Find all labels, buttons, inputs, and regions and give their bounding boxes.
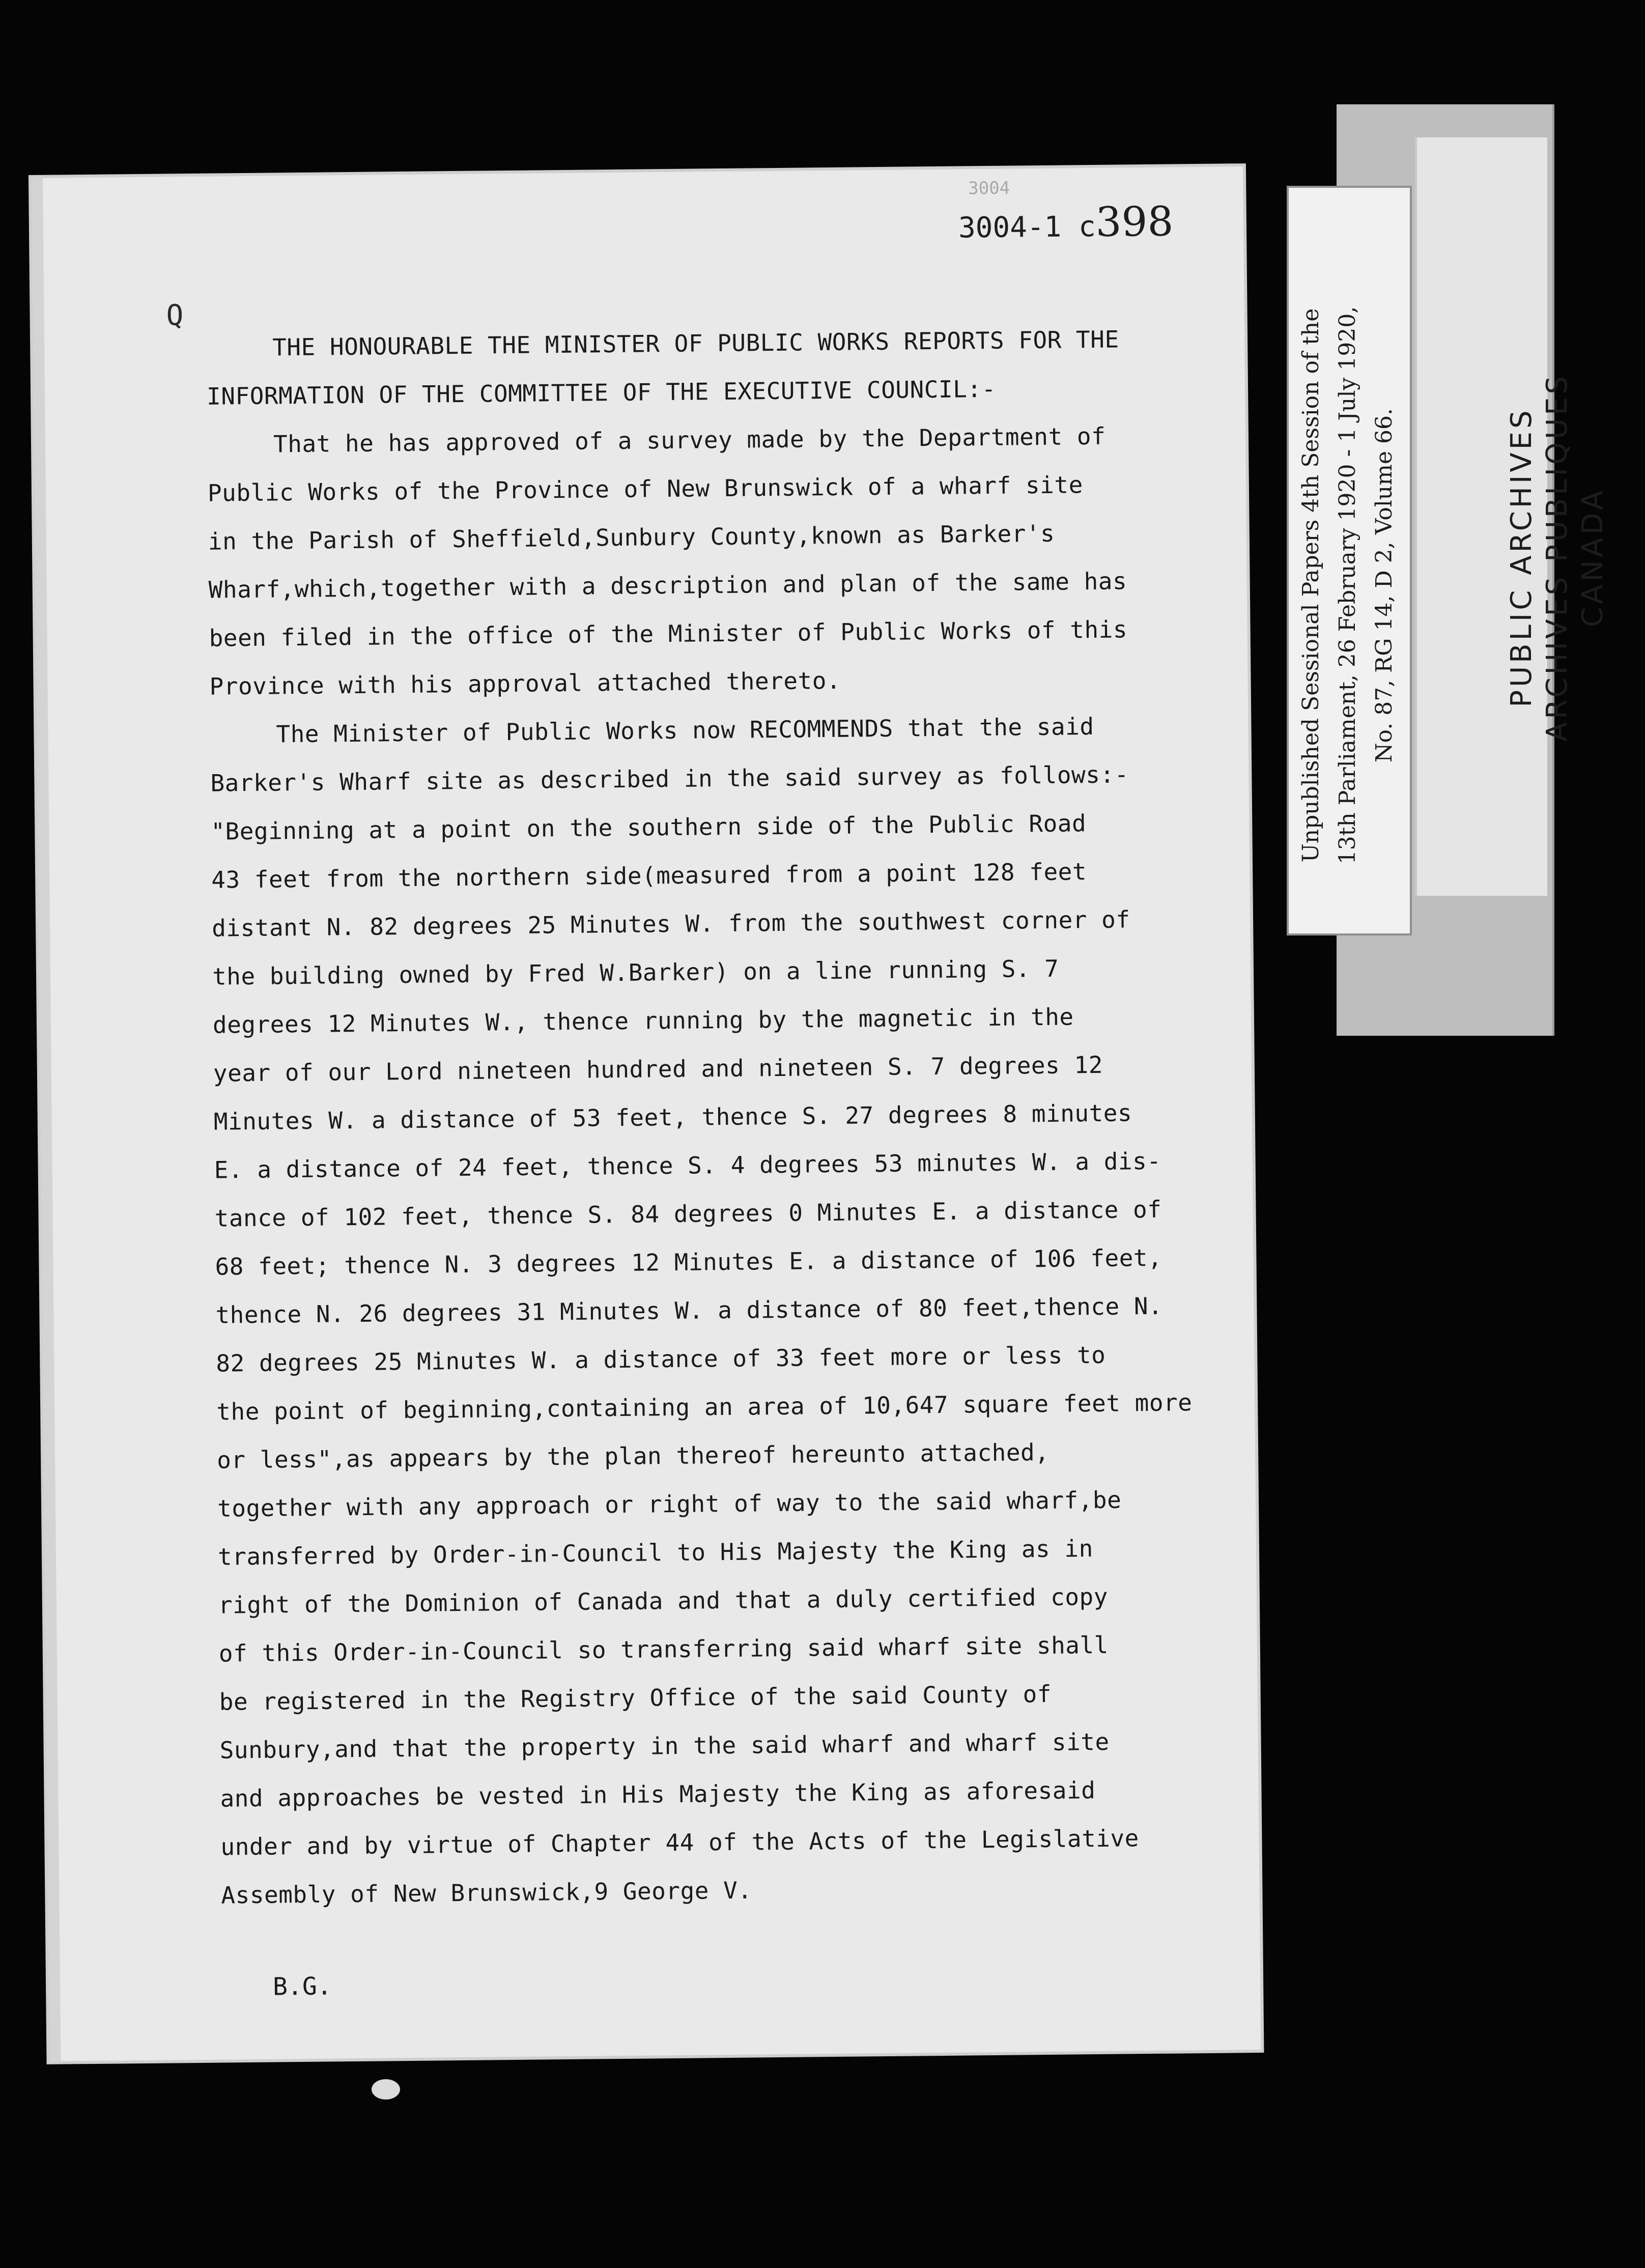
text-line: the point of beginning,containing an area of 10,647 square feet more <box>216 1388 1193 1426</box>
document-reference <box>958 197 1173 247</box>
citation-line: No. 87, RG 14, D 2, Volume 66. <box>1371 408 1397 762</box>
text-line: degrees 12 Minutes W., thence running by the magnetic in the <box>212 1003 1074 1039</box>
text-line: or less",as appears by the plan thereof hereunto attached, <box>216 1438 1050 1474</box>
document-page <box>32 166 1261 2061</box>
text-line: Public Works of the Province of New Brunswick of a wharf site <box>207 471 1083 507</box>
initials: B.G. <box>272 1972 332 2001</box>
text-line: right of the Dominion of Canada and that a duly certified copy <box>218 1582 1109 1619</box>
page-edge <box>32 178 61 2061</box>
reference-code: 3004-1 c <box>958 210 1096 245</box>
film-speck <box>372 2079 400 2100</box>
text-line: year of our Lord nineteen hundred and nineteen S. 7 degrees 12 <box>213 1051 1103 1087</box>
text-line: 82 degrees 25 Minutes W. a distance of 33 feet more or less to <box>216 1341 1106 1377</box>
text-line: Province with his approval attached thereto. <box>209 666 841 700</box>
document-body <box>206 315 1229 1920</box>
text-line: Minutes W. a distance of 53 feet, thence S. 27 degrees 8 minutes <box>213 1099 1132 1136</box>
archives-stamp-line: PUBLIC ARCHIVES <box>1505 407 1538 707</box>
text-line: Barker's Wharf site as described in the said survey as follows:- <box>210 760 1129 797</box>
text-line: E. a distance of 24 feet, thence S. 4 degrees 53 minutes W. a dis- <box>214 1147 1161 1184</box>
faint-stamp: 3004 <box>968 178 1010 199</box>
margin-mark: Q <box>166 299 184 332</box>
text-line: transferred by Order-in-Council to His Majesty the King as in <box>217 1535 1094 1571</box>
text-line: of this Order-in-Council so transferring said wharf site shall <box>218 1631 1109 1667</box>
text-line: under and by virtue of Chapter 44 of the Acts of the Legislative <box>220 1824 1140 1861</box>
text-line: "Beginning at a point on the southern side of the Public Road <box>211 809 1087 845</box>
text-line: INFORMATION OF THE COMMITTEE OF THE EXECUTIVE COUNCIL:- <box>206 375 997 410</box>
text-line: That he has approved of a survey made by the Department of <box>273 422 1106 458</box>
text-line: been filed in the office of the Minister of Public Works of this <box>209 615 1128 652</box>
text-line: together with any approach or right of way to the said wharf,be <box>217 1486 1122 1522</box>
page-number: 398 <box>1095 197 1174 246</box>
text-line: 68 feet; thence N. 3 degrees 12 Minutes E. a distance of 106 feet, <box>215 1243 1162 1281</box>
citation-line: 13th Parliament, 26 February 1920 - 1 July 1920, <box>1335 306 1360 865</box>
archive-citation <box>1293 178 1410 993</box>
archives-stamp <box>1504 165 1611 949</box>
text-line: the building owned by Fred W.Barker) on a line running S. 7 <box>212 954 1059 990</box>
text-line: be registered in the Registry Office of the said County of <box>219 1680 1052 1716</box>
text-line: Assembly of New Brunswick,9 George V. <box>221 1876 752 1909</box>
text-line: tance of 102 feet, thence S. 84 degrees 0 Minutes E. a distance of <box>214 1195 1162 1232</box>
text-line: The Minister of Public Works now RECOMMENDS that the said <box>276 713 1094 748</box>
text-line: Wharf,which,together with a description and plan of the same has <box>208 567 1127 604</box>
archives-stamp-line: CANADA <box>1576 487 1609 628</box>
text-line: thence N. 26 degrees 31 Minutes W. a distance of 80 feet,thence N. <box>215 1292 1163 1329</box>
text-line: Sunbury,and that the property in the said wharf and wharf site <box>219 1727 1110 1764</box>
text-line: in the Parish of Sheffield,Sunbury County,known as Barker's <box>208 519 1055 555</box>
text-line: THE HONOURABLE THE MINISTER OF PUBLIC WORKS REPORTS FOR THE <box>272 325 1119 361</box>
text-line: distant N. 82 degrees 25 Minutes W. from the southwest corner of <box>211 905 1130 942</box>
text-line: 43 feet from the northern side(measured from a point 128 feet <box>211 858 1087 894</box>
archives-stamp-line: ARCHIVES PUBLIQUES <box>1541 373 1574 742</box>
text-line: and approaches be vested in His Majesty the King as aforesaid <box>220 1776 1096 1812</box>
citation-line: Unpublished Sessional Papers 4th Session of the <box>1298 308 1324 863</box>
